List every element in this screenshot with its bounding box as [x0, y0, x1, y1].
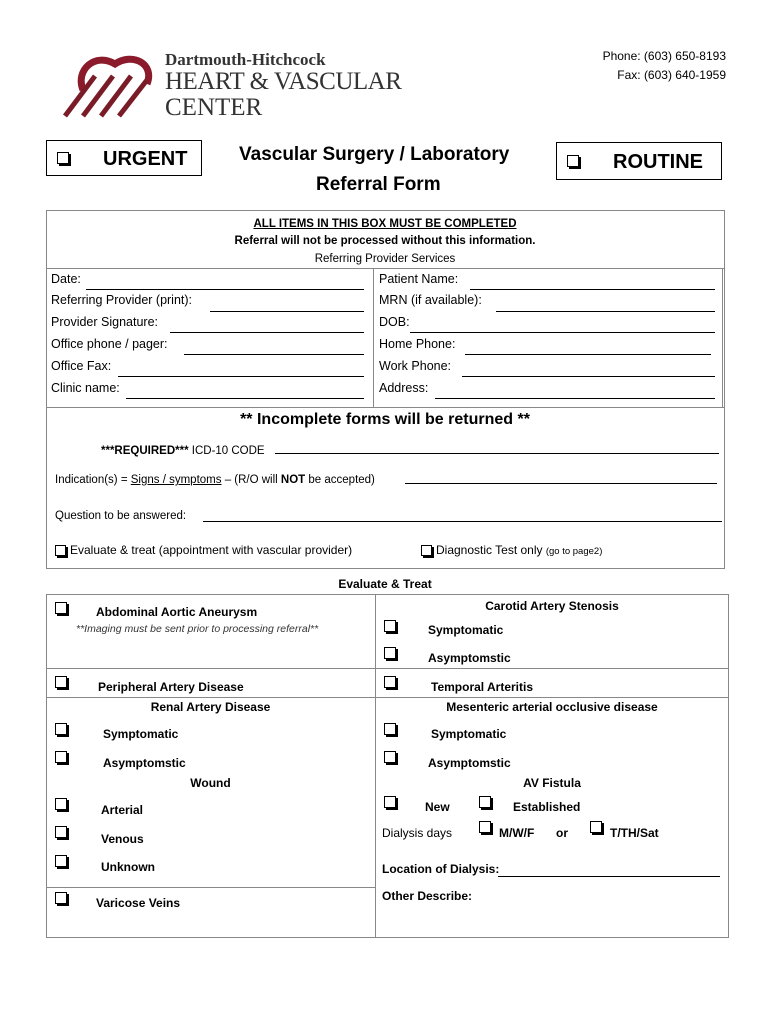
evaluate-option-label: Evaluate & treat (appointment with vascular provider) [70, 543, 353, 557]
established-checkbox[interactable] [479, 796, 491, 808]
date-label: Date: [51, 272, 81, 286]
icd-row [101, 445, 265, 457]
home-phone-field[interactable] [465, 354, 711, 355]
or-label: or [556, 826, 568, 840]
aaa-label: Abdominal Aortic Aneurysm [96, 605, 258, 619]
carotid-symptomatic-label: Symptomatic [428, 623, 504, 637]
established-label: Established [513, 800, 581, 814]
form-title-line1: Vascular Surgery / Laboratory [239, 144, 510, 165]
referring-provider-field[interactable] [210, 311, 364, 312]
unknown-label: Unknown [101, 860, 155, 874]
indication-field[interactable] [405, 483, 717, 484]
icd-field[interactable] [275, 453, 719, 454]
aaa-note: **Imaging must be sent prior to processing referral** [76, 623, 319, 635]
form-title-line2: Referral Form [316, 174, 441, 195]
box-heading: ALL ITEMS IN THIS BOX MUST BE COMPLETED [253, 218, 517, 230]
question-label: Question to be answered: [55, 510, 187, 522]
mesenteric-asymptomstic-label: Asymptomstic [428, 756, 511, 770]
heart-logo-icon [55, 50, 165, 122]
indication-end: be accepted) [305, 474, 375, 486]
renal-heading: Renal Artery Disease [150, 700, 271, 714]
required-tag: ***REQUIRED*** [101, 445, 189, 457]
new-label: New [425, 800, 450, 814]
address-label: Address: [379, 381, 429, 395]
box-subheading: Referral will not be processed without this information. [234, 235, 536, 247]
arterial-label: Arterial [101, 803, 144, 817]
work-phone-field[interactable] [462, 376, 715, 377]
office-phone-field[interactable] [184, 354, 364, 355]
location-dialysis-label: Location of Dialysis: [382, 862, 500, 876]
logo-line1: Dartmouth-Hitchcock [165, 50, 326, 69]
location-dialysis-field[interactable] [498, 876, 720, 877]
carotid-asymptomstic-label: Asymptomstic [428, 651, 511, 665]
carotid-asymptomstic-checkbox[interactable] [384, 647, 396, 659]
tths-label: T/TH/Sat [610, 826, 659, 840]
mrn-label: MRN (if available): [379, 293, 482, 307]
indication-not: NOT [280, 474, 306, 486]
other-describe-label: Other Describe: [382, 889, 473, 903]
icd-label: ICD-10 CODE [188, 445, 265, 457]
renal-asymptomstic-label: Asymptomstic [103, 756, 186, 770]
av-fistula-heading: AV Fistula [523, 776, 581, 790]
indication-signs-link: Signs / symptoms [130, 474, 222, 486]
temporal-checkbox[interactable] [384, 676, 396, 688]
varicose-label: Varicose Veins [96, 896, 181, 910]
unknown-checkbox[interactable] [55, 855, 67, 867]
wound-heading: Wound [190, 776, 231, 790]
renal-symptomatic-label: Symptomatic [103, 727, 179, 741]
logo-line3: CENTER [165, 94, 263, 121]
temporal-label: Temporal Arteritis [431, 680, 534, 694]
aaa-checkbox[interactable] [55, 602, 67, 614]
urgent-label: URGENT [103, 148, 188, 170]
diagnostic-checkbox[interactable] [421, 545, 432, 556]
referring-provider-label: Referring Provider (print): [51, 293, 193, 307]
office-fax-label: Office Fax: [51, 359, 112, 373]
logo-line2: HEART & VASCULAR [165, 68, 402, 95]
evaluate-option[interactable] [55, 543, 352, 557]
pad-label: Peripheral Artery Disease [98, 680, 244, 694]
dob-field[interactable] [410, 332, 715, 333]
tths-checkbox[interactable] [590, 821, 602, 833]
address-field[interactable] [435, 398, 715, 399]
varicose-checkbox[interactable] [55, 892, 67, 904]
patient-name-label: Patient Name: [379, 272, 459, 286]
indication-prefix: Indication(s) = [55, 474, 131, 486]
diagnostic-note: (go to page2) [545, 546, 603, 557]
incomplete-notice: ** Incomplete forms will be returned ** [240, 411, 530, 428]
logo [55, 50, 415, 122]
carotid-heading: Carotid Artery Stenosis [485, 599, 619, 613]
urgent-checkbox[interactable] [57, 152, 69, 164]
date-field[interactable] [86, 289, 364, 290]
mesenteric-symptomatic-label: Symptomatic [431, 727, 507, 741]
clinic-name-field[interactable] [126, 398, 364, 399]
mesenteric-symptomatic-checkbox[interactable] [384, 723, 396, 735]
provider-signature-label: Provider Signature: [51, 315, 159, 329]
mesenteric-heading: Mesenteric arterial occlusive disease [446, 700, 658, 714]
office-fax-field[interactable] [118, 376, 364, 377]
question-field[interactable] [203, 521, 722, 522]
office-phone-label: Office phone / pager: [51, 337, 168, 351]
patient-name-field[interactable] [470, 289, 715, 290]
routine-checkbox[interactable] [567, 155, 579, 167]
clinic-name-label: Clinic name: [51, 381, 120, 395]
pad-checkbox[interactable] [55, 676, 67, 688]
evaluate-title: Evaluate & Treat [338, 577, 432, 591]
venous-checkbox[interactable] [55, 826, 67, 838]
renal-symptomatic-checkbox[interactable] [55, 723, 67, 735]
carotid-symptomatic-checkbox[interactable] [384, 620, 396, 632]
venous-label: Venous [101, 832, 144, 846]
diagnostic-option[interactable] [421, 543, 602, 557]
urgent-box[interactable] [46, 140, 202, 176]
arterial-checkbox[interactable] [55, 798, 67, 810]
home-phone-label: Home Phone: [379, 337, 456, 351]
indication-row [55, 474, 375, 486]
mrn-field[interactable] [496, 311, 715, 312]
evaluate-checkbox[interactable] [55, 545, 66, 556]
dob-label: DOB: [379, 315, 410, 329]
routine-box[interactable] [556, 142, 722, 180]
phone-text: Phone: (603) 650-8193 [602, 49, 726, 63]
services-label: Referring Provider Services [314, 253, 456, 265]
fax-text: Fax: (603) 640-1959 [617, 68, 726, 82]
indication-mid: – (R/O will [221, 474, 281, 486]
renal-asymptomstic-checkbox[interactable] [55, 751, 67, 763]
mwf-label: M/W/F [499, 826, 535, 840]
mesenteric-asymptomstic-checkbox[interactable] [384, 751, 396, 763]
provider-signature-field[interactable] [170, 332, 364, 333]
routine-label: ROUTINE [613, 151, 703, 173]
dialysis-days-label: Dialysis days [382, 826, 453, 840]
work-phone-label: Work Phone: [379, 359, 452, 373]
new-checkbox[interactable] [384, 796, 396, 808]
mwf-checkbox[interactable] [479, 821, 491, 833]
diagnostic-option-label: Diagnostic Test only [436, 543, 546, 557]
